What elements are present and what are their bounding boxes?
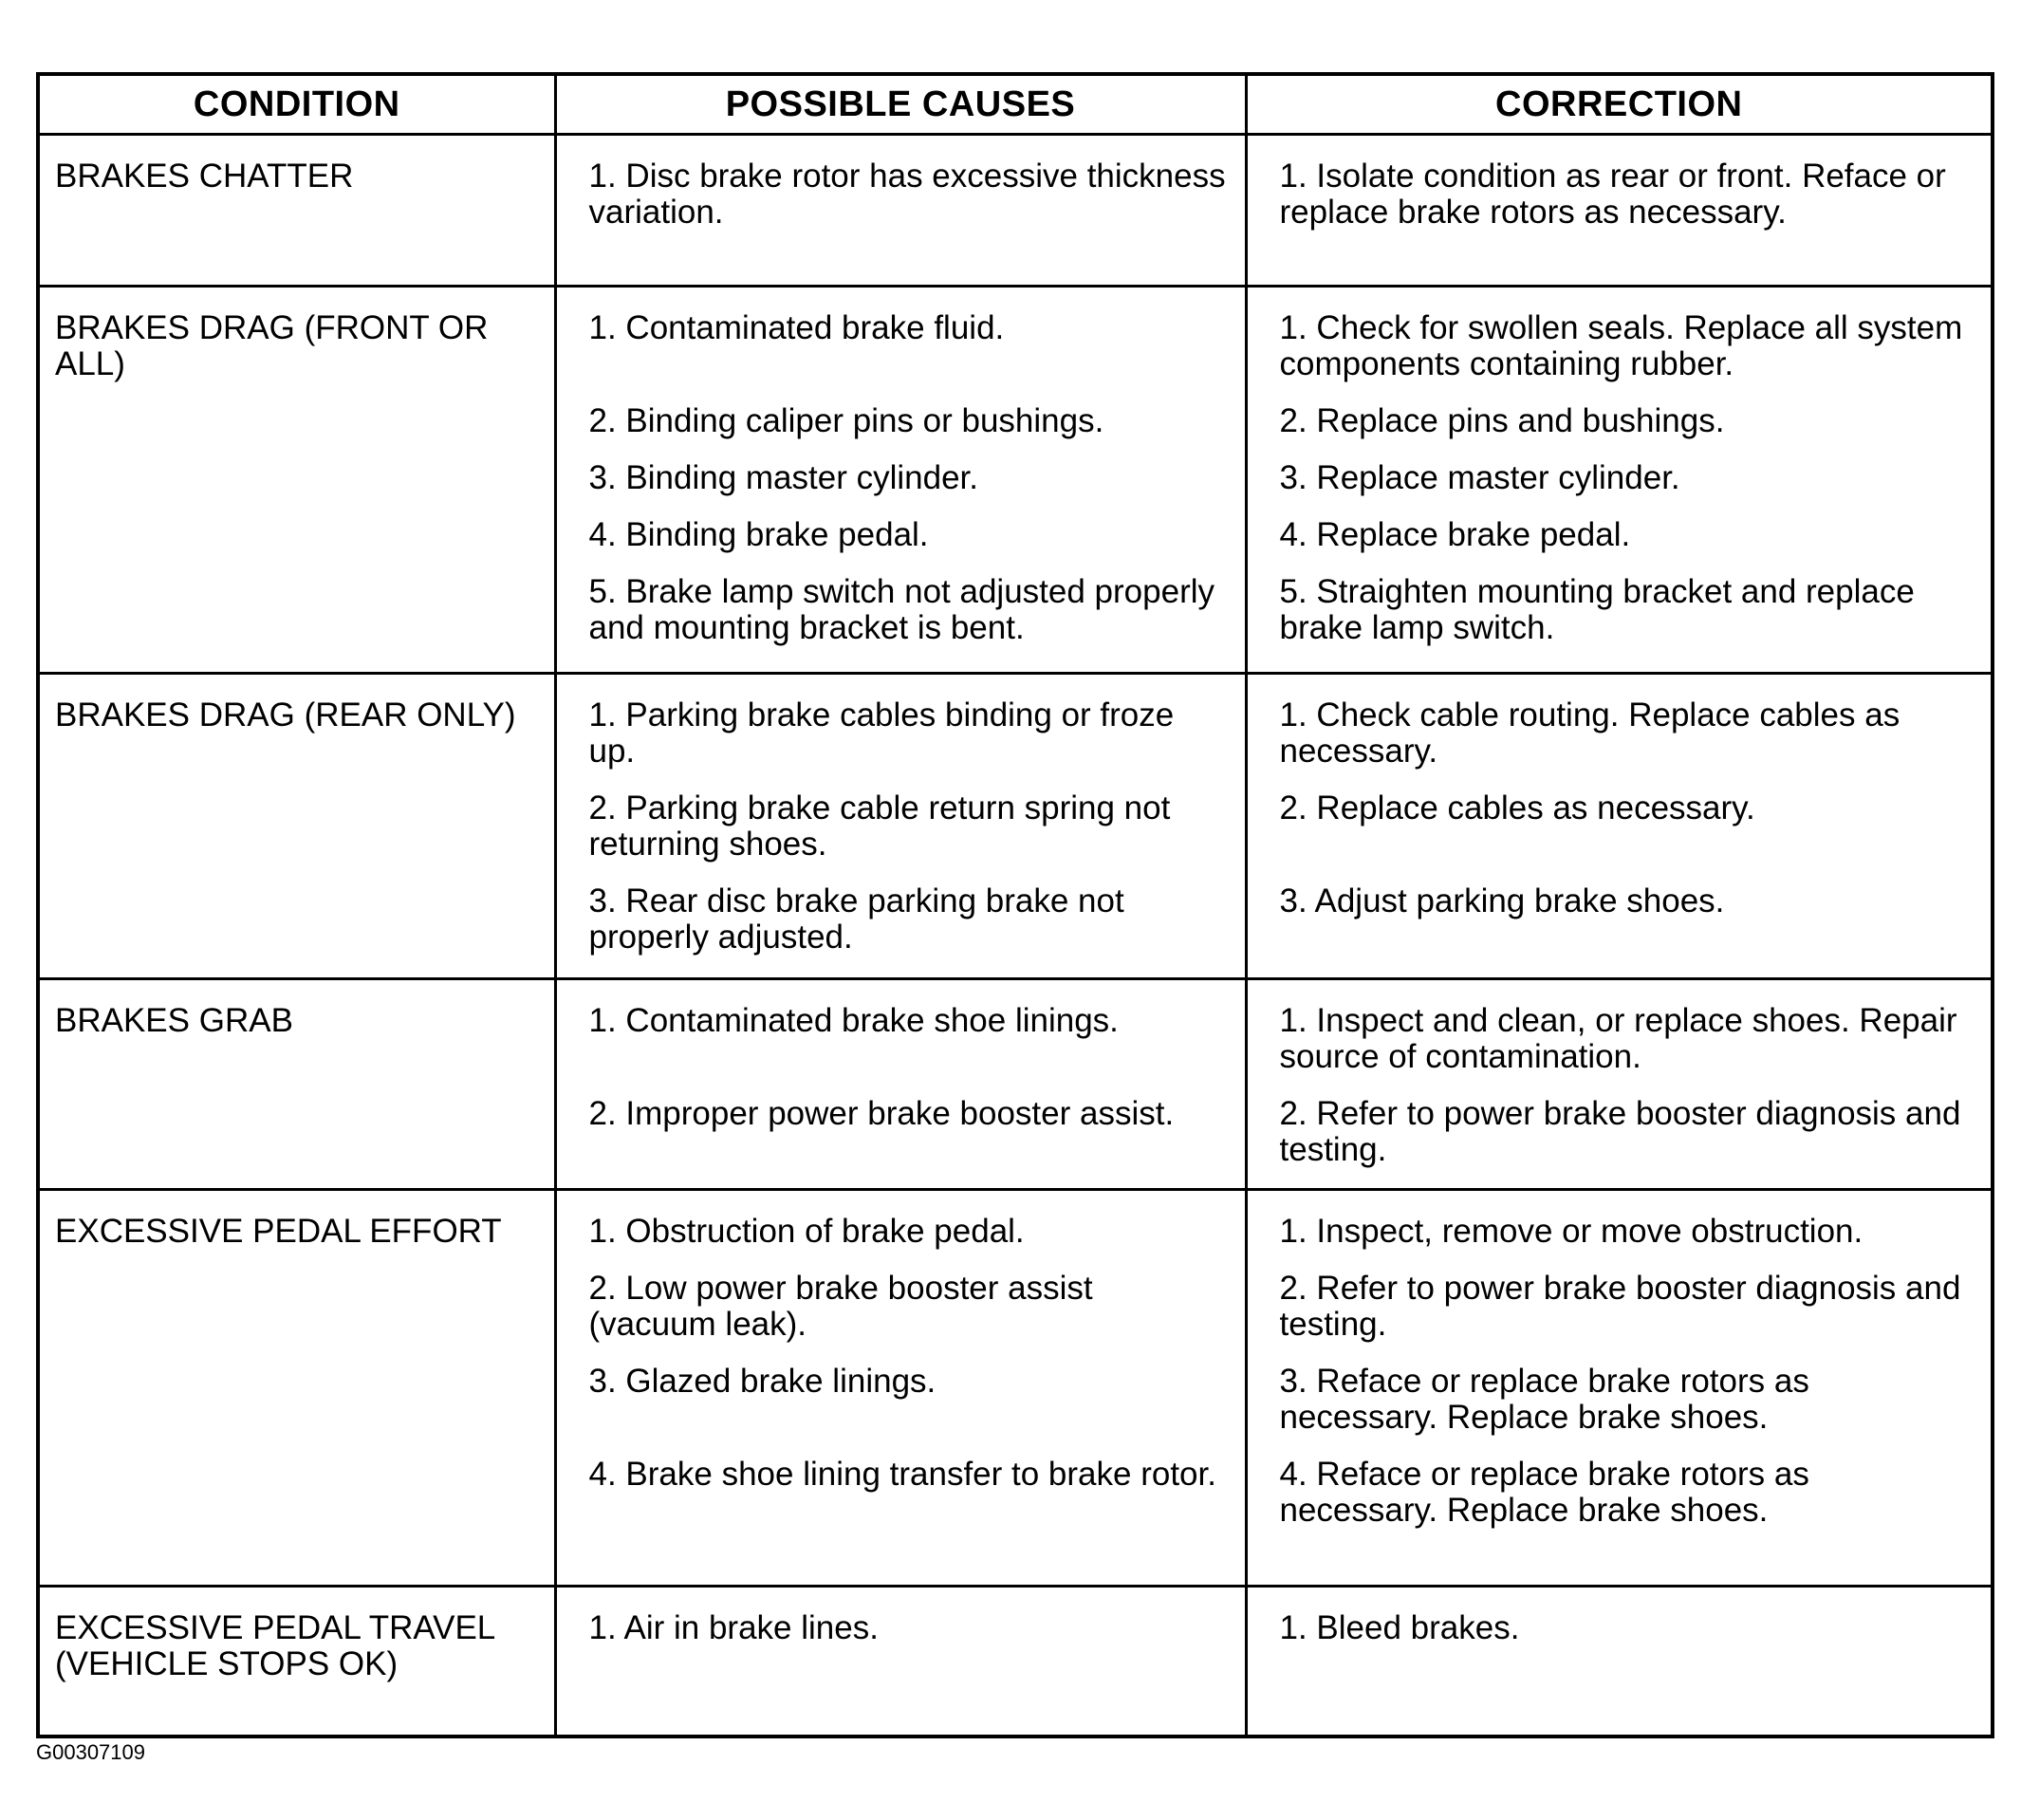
cause-item: 1. Disc brake rotor has excessive thickness variation. (588, 158, 1226, 231)
table-row (38, 979, 1993, 1190)
possible-causes-cell (555, 1190, 1246, 1587)
cause-item: 1. Air in brake lines. (588, 1609, 879, 1646)
table-row (38, 1190, 1993, 1587)
table-row (38, 135, 1993, 287)
header-condition: CONDITION (38, 74, 555, 135)
correction-item: 4. Replace brake pedal. (1279, 516, 1631, 553)
cause-item: 3. Glazed brake linings. (588, 1363, 936, 1400)
table-row (38, 287, 1993, 674)
possible-causes-cell (555, 1587, 1246, 1736)
correction-item: 2. Refer to power brake booster diagnosis and testing. (1279, 1270, 1961, 1343)
correction-item: 3. Adjust parking brake shoes. (1279, 882, 1725, 919)
table-row (38, 1587, 1993, 1736)
correction-item: 3. Replace master cylinder. (1279, 459, 1680, 496)
condition-cell: BRAKES DRAG (REAR ONLY) (38, 674, 555, 979)
correction-item: 3. Reface or replace brake rotors as necessary. Replace brake shoes. (1279, 1363, 1809, 1436)
cause-item: 4. Brake shoe lining transfer to brake rotor. (588, 1456, 1216, 1493)
possible-causes-cell (555, 287, 1246, 674)
table-row (38, 674, 1993, 979)
correction-item: 1. Isolate condition as rear or front. Reface or replace brake rotors as necessary. (1279, 158, 1946, 231)
cause-item: 5. Brake lamp switch not adjusted properly and mounting bracket is bent. (588, 573, 1214, 646)
table-header-row (38, 74, 1993, 135)
possible-causes-cell (555, 979, 1246, 1190)
table-body (38, 135, 1993, 1736)
correction-item: 1. Bleed brakes. (1279, 1609, 1520, 1646)
cause-item: 2. Parking brake cable return spring not returning shoes. (588, 789, 1171, 863)
condition-cell: BRAKES DRAG (FRONT OR ALL) (38, 287, 555, 674)
header-possible-causes: POSSIBLE CAUSES (555, 74, 1246, 135)
correction-item: 1. Check cable routing. Replace cables as necessary. (1279, 696, 1900, 770)
possible-causes-cell (555, 135, 1246, 287)
condition-cell: BRAKES CHATTER (38, 135, 555, 287)
correction-item: 2. Replace pins and bushings. (1279, 402, 1725, 439)
header-correction: CORRECTION (1246, 74, 1993, 135)
cause-item: 1. Obstruction of brake pedal. (588, 1213, 1025, 1250)
correction-cell (1246, 1587, 1993, 1736)
diagnosis-table-container (36, 72, 1994, 1738)
correction-item: 5. Straighten mounting bracket and replace brake lamp switch. (1279, 573, 1915, 646)
condition-cell: BRAKES GRAB (38, 979, 555, 1190)
cause-item: 2. Improper power brake booster assist. (588, 1095, 1175, 1132)
correction-item: 4. Reface or replace brake rotors as necessary. Replace brake shoes. (1279, 1456, 1809, 1529)
brake-diagnosis-table (36, 72, 1994, 1738)
possible-causes-cell (555, 674, 1246, 979)
correction-cell (1246, 674, 1993, 979)
cause-item: 1. Contaminated brake shoe linings. (588, 1002, 1119, 1039)
condition-cell: EXCESSIVE PEDAL TRAVEL (VEHICLE STOPS OK) (38, 1587, 555, 1736)
cause-item: 1. Contaminated brake fluid. (588, 309, 1005, 346)
correction-cell (1246, 287, 1993, 674)
figure-id: G00307109 (36, 1740, 145, 1764)
correction-cell (1246, 1190, 1993, 1587)
correction-cell (1246, 135, 1993, 287)
cause-item: 2. Binding caliper pins or bushings. (588, 402, 1104, 439)
cause-item: 1. Parking brake cables binding or froze up. (588, 696, 1175, 770)
cause-item: 2. Low power brake booster assist (vacuum leak). (588, 1270, 1093, 1343)
correction-item: 2. Replace cables as necessary. (1279, 789, 1755, 826)
correction-item: 1. Inspect, remove or move obstruction. (1279, 1213, 1863, 1250)
correction-item: 2. Refer to power brake booster diagnosis and testing. (1279, 1095, 1961, 1168)
cause-item: 3. Rear disc brake parking brake not properly adjusted. (588, 882, 1124, 956)
correction-item: 1. Check for swollen seals. Replace all system components containing rubber. (1279, 309, 1963, 382)
correction-item: 1. Inspect and clean, or replace shoes. Repair source of contamination. (1279, 1002, 1957, 1075)
cause-item: 4. Binding brake pedal. (588, 516, 929, 553)
correction-cell (1246, 979, 1993, 1190)
cause-item: 3. Binding master cylinder. (588, 459, 978, 496)
condition-cell: EXCESSIVE PEDAL EFFORT (38, 1190, 555, 1587)
